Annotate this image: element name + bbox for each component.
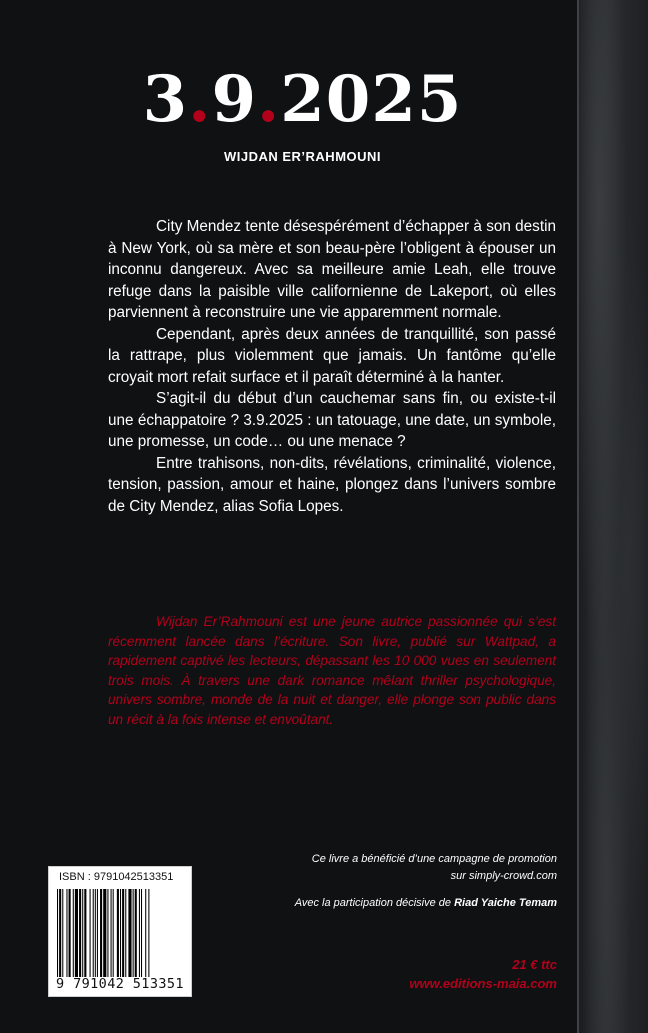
barcode-bar [139,889,140,977]
barcode-bar [84,889,86,977]
participation-line [295,895,557,912]
promo-line-2: sur simply-crowd.com [450,870,557,882]
barcode-bar [75,889,78,977]
barcode-bar [107,889,108,977]
barcode-bar [62,889,63,977]
synopsis-paragraph: S’agit-il du début d’un cauchemar sans fin, ou existe-t-il une échappatoire ? 3.9.2025 : un tatouage, une date, un symbole, une promesse, un code… ou une menace ? [108,390,556,450]
book-title [0,62,605,137]
synopsis [108,216,556,517]
barcode-bar [90,889,91,977]
barcode-bar [111,889,112,977]
barcode-bar [120,889,121,977]
credits-block [295,851,557,912]
title-dot-2: . [256,62,281,137]
title-part-1: 3 [142,62,189,137]
barcode-bar [57,889,58,977]
barcode-bar [66,889,67,977]
barcode-bars [55,889,185,977]
barcode-bar [97,889,98,977]
barcode-bar [125,889,126,977]
barcode-bar [141,889,142,977]
barcode-bar [113,889,114,977]
synopsis-paragraph: Entre trahisons, non-dits, révélations, criminalité, violence, tension, passion, amour et haine, plongez dans l’univers sombre de City Mendez, alias Sofia Lopes. [108,454,556,515]
price-block [409,955,557,993]
participation-name: Riad Yaiche Temam [454,897,557,909]
barcode-bar [117,889,119,977]
barcode-bar [79,889,81,977]
promo-line-1: Ce livre a bénéficié d’une campagne de promotion [311,853,557,865]
barcode-bar [93,889,94,977]
isbn-label: ISBN : 9791042513351 [59,871,174,883]
barcode-bar [59,889,61,977]
barcode-bar [82,889,83,977]
title-part-3: 2025 [280,62,463,137]
barcode-bar [145,889,146,977]
barcode-bar [148,889,149,977]
barcode-bar [95,889,96,977]
price: 21 € ttc [512,957,557,972]
synopsis-paragraph: Cependant, après deux années de tranquillité, son passé la rattrape, plus violemment que jamais. Un fantôme qu’elle croyait mort refait surface et il paraît déterminé à la hanter. [108,325,556,386]
author-name: WIJDAN ER’RAHMOUNI [223,149,382,164]
barcode-bar [103,889,106,977]
participation-prefix: Avec la participation décisive de [294,897,455,909]
barcode-bar [69,889,71,977]
author-bio: Wijdan Er’Rahmouni est une jeune autrice passionnée qui s’est récemment lancée dans l’écriture. Son livre, publié sur Wattpad, a rapidement captivé les lecteurs, dépassant les 10 000 vues en seulement trois mois. À travers une dark romance mêlant thriller psychologique, univers sombre, monde de la nuit et danger, elle plonge son public dans un récit à la fois intense et envoûtant. [108,614,556,727]
barcode-block [48,866,192,997]
barcode-bar [128,889,131,977]
title-dot-1: . [188,62,212,137]
barcode-bar [133,889,134,977]
barcode-bar [100,889,102,977]
barcode-bar [135,889,137,977]
synopsis-paragraph: City Mendez tente désespérément d’échapper à son destin à New York, où sa mère et son beau-père l’obligent à épouser un inconnu dangereux. Avec sa meilleure amie Leah, elle trouve refuge dans la paisible ville californienne de Lakeport, où elles parviennent à reconstruire une vie apparemment normale. [108,218,556,321]
title-part-2: 9 [211,62,257,137]
barcode-bar [73,889,74,977]
barcode-digits: 9 791042 513351 [56,976,184,992]
barcode-bar [122,889,124,977]
publisher-website[interactable]: www.editions-maia.com [409,976,557,991]
